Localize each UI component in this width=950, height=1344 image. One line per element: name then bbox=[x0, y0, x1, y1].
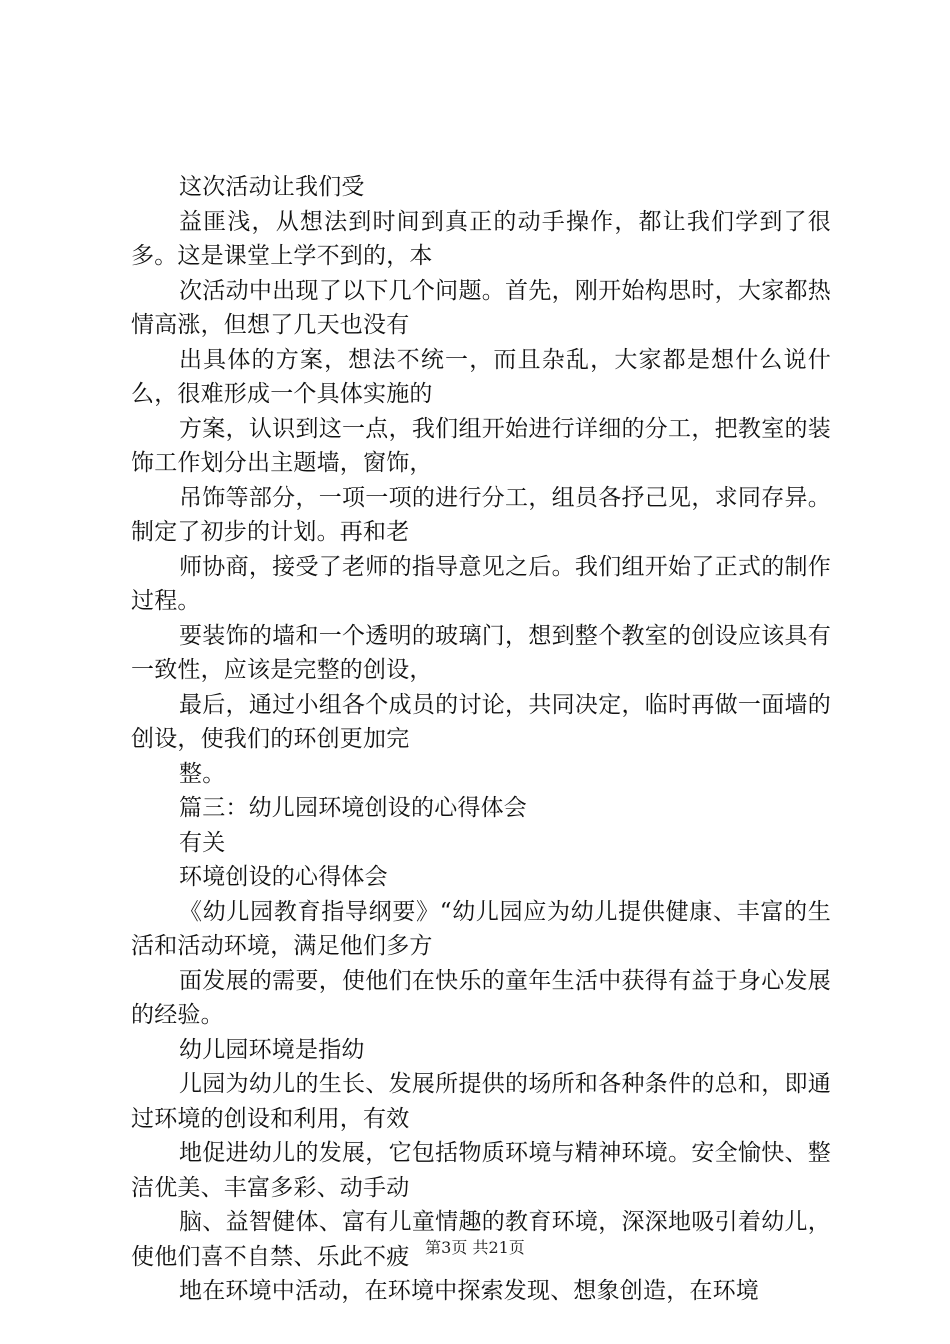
paragraph: 幼儿园环境是指幼 bbox=[179, 1036, 365, 1063]
paragraph: 脑、益智健体、富有儿童情趣的教育环境，深深地吸引着幼儿，使他们喜不自禁、乐此不疲 bbox=[131, 1209, 831, 1270]
paragraph: 面发展的需要，使他们在快乐的童年生活中获得有益于身心发展的经验。 bbox=[131, 967, 831, 1028]
page-number-footer: 第3页 共21页 bbox=[425, 1238, 525, 1257]
paragraph: 整。 bbox=[179, 760, 226, 787]
paragraph: 地在环境中活动，在环境中探索发现、想象创造，在环境 bbox=[179, 1278, 759, 1304]
section-heading: 篇三：幼儿园环境创设的心得体会 bbox=[179, 795, 527, 821]
paragraph: 《幼儿园教育指导纲要》“幼儿园应为幼儿提供健康、丰富的生活和活动环境，满足他们多方 bbox=[131, 898, 831, 959]
paragraph: 儿园为幼儿的生长、发展所提供的场所和各种条件的总和，即通过环境的创设和利用，有效 bbox=[131, 1071, 831, 1132]
paragraph: 环境创设的心得体会 bbox=[179, 864, 388, 890]
paragraph: 最后，通过小组各个成员的讨论，共同决定，临时再做一面墙的创设，使我们的环创更加完 bbox=[131, 691, 831, 752]
paragraph: 方案，认识到这一点，我们组开始进行详细的分工，把教室的装饰工作划分出主题墙，窗饰， bbox=[131, 415, 831, 476]
paragraph: 这次活动让我们受 bbox=[179, 174, 365, 200]
paragraph: 益匪浅，从想法到时间到真正的动手操作，都让我们学到了很多。这是课堂上学不到的，本 bbox=[131, 208, 831, 269]
paragraph: 师协商，接受了老师的指导意见之后。我们组开始了正式的制作过程。 bbox=[131, 553, 831, 614]
paragraph: 有关 bbox=[179, 829, 226, 856]
paragraph: 出具体的方案，想法不统一，而且杂乱，大家都是想什么说什么，很难形成一个具体实施的 bbox=[131, 346, 831, 407]
document-body bbox=[131, 170, 831, 1309]
paragraph: 要装饰的墙和一个透明的玻璃门，想到整个教室的创设应该具有一致性，应该是完整的创设， bbox=[131, 622, 831, 683]
paragraph: 次活动中出现了以下几个问题。首先，刚开始构思时，大家都热情高涨，但想了几天也没有 bbox=[131, 277, 831, 338]
paragraph: 吊饰等部分，一项一项的进行分工，组员各抒己见，求同存异。制定了初步的计划。再和老 bbox=[131, 484, 831, 545]
paragraph: 地促进幼儿的发展，它包括物质环境与精神环境。安全愉快、整洁优美、丰富多彩、动手动 bbox=[131, 1140, 831, 1201]
